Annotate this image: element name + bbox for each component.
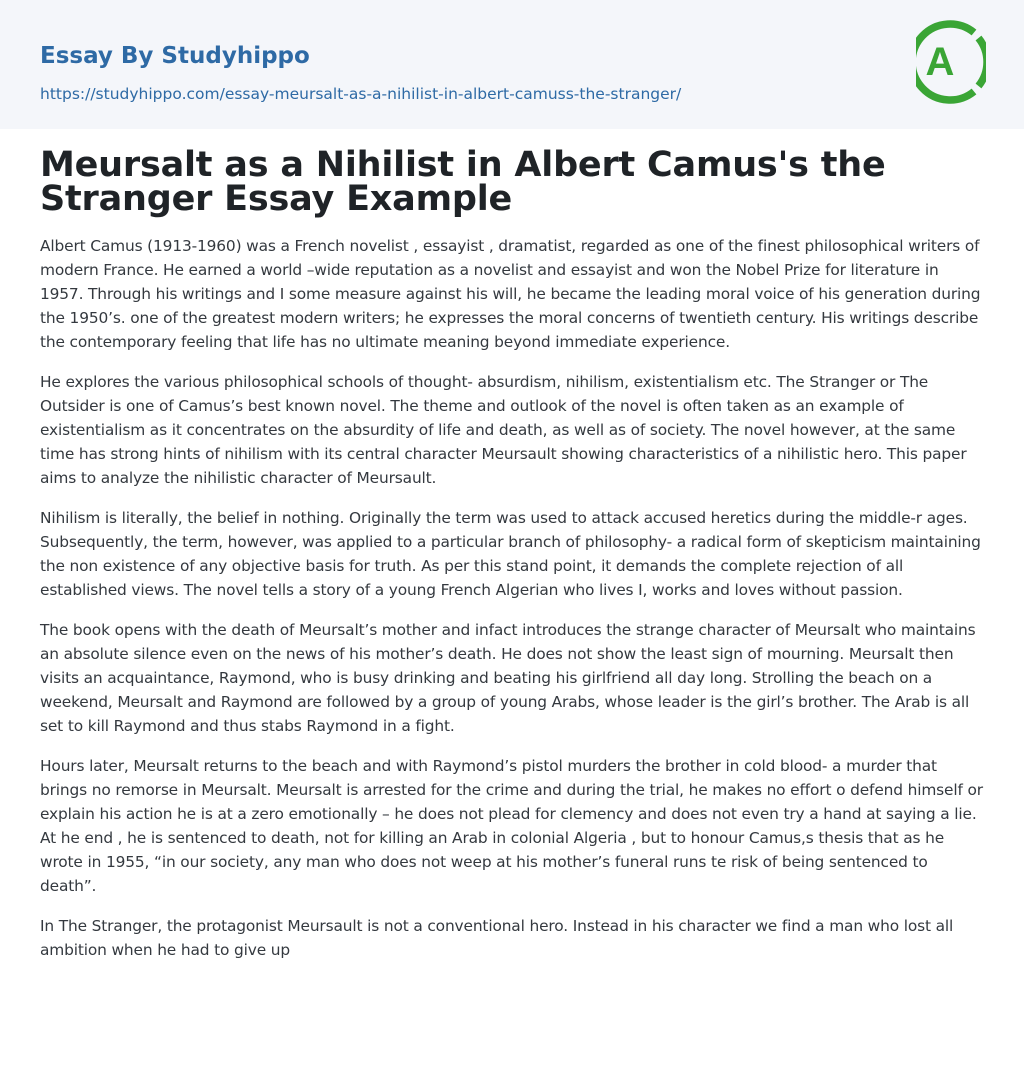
article-paragraph: Hours later, Meursalt returns to the beach and with Raymond’s pistol murders the brother in cold blood- a murder that brings no remorse in Meursalt. Meursalt is arrested for the crime and during the trial, he makes no effort o defend himself or explain his action he is at a zero emotionally – he does not plead for clemency and does not even try a hand at saying a lie. At he end , he is sentenced to death, not for killing an Arab in colonial Algeria , but to honour Camus,s thesis that as he wrote in 1955, “in our society, any man who does not weep at his mother’s funeral runs te risk of being sentenced to death”. [40,757,983,895]
article-body [40,234,984,978]
site-brand[interactable]: Essay By Studyhippo [40,43,310,69]
article-paragraph: Nihilism is literally, the belief in nothing. Originally the term was used to attack accused heretics during the middle-r ages. Subsequently, the term, however, was applied to a particular branch of philosophy- a radical form of skepticism maintaining the non existence of any objective basis for truth. As per this stand point, it demands the complete rejection of all established views. The novel tells a story of a young French Algerian who lives I, works and loves without passion. [40,509,981,599]
logo-letter: A [925,40,955,84]
article-paragraph: He explores the various philosophical schools of thought- absurdism, nihilism, existentialism etc. The Stranger or The Outsider is one of Camus’s best known novel. The theme and outlook of the novel is often taken as an example of existentialism as it concentrates on the absurdity of life and death, as well as of society. The novel however, at the same time has strong hints of nihilism with its central character Meursault showing characteristics of a nihilistic hero. This paper aims to analyze the nihilistic character of Meursault. [40,373,967,487]
article-url-link[interactable]: https://studyhippo.com/essay-meursalt-as-a-nihilist-in-albert-camuss-the-stranger/ [40,85,682,103]
article-paragraph: The book opens with the death of Meursalt’s mother and infact introduces the strange character of Meursalt who maintains an absolute silence even on the news of his mother’s death. He does not show the least sign of mourning. Meursalt then visits an acquaintance, Raymond, who is busy drinking and beating his girlfriend all day long. Strolling the beach on a weekend, Meursalt and Raymond are followed by a group of young Arabs, whose leader is the girl’s brother. The Arab is all set to kill Raymond and thus stabs Raymond in a fight. [40,621,976,735]
article-paragraph: Albert Camus (1913-1960) was a French novelist , essayist , dramatist, regarded as one of the finest philosophical writers of modern France. He earned a world –wide reputation as a novelist and essayist and won the Nobel Prize for literature in 1957. Through his writings and I some measure against his will, he became the leading moral voice of his generation during the 1950’s. one of the greatest modern writers; he expresses the moral concerns of twentieth century. His writings describe the contemporary feeling that life has no ultimate meaning beyond immediate experience. [40,237,981,351]
article-title: Meursalt as a Nihilist in Albert Camus's the Stranger Essay Example [40,145,886,219]
article-paragraph: In The Stranger, the protagonist Meursault is not a conventional hero. Instead in his character we find a man who lost all ambition when he had to give up [40,917,954,959]
